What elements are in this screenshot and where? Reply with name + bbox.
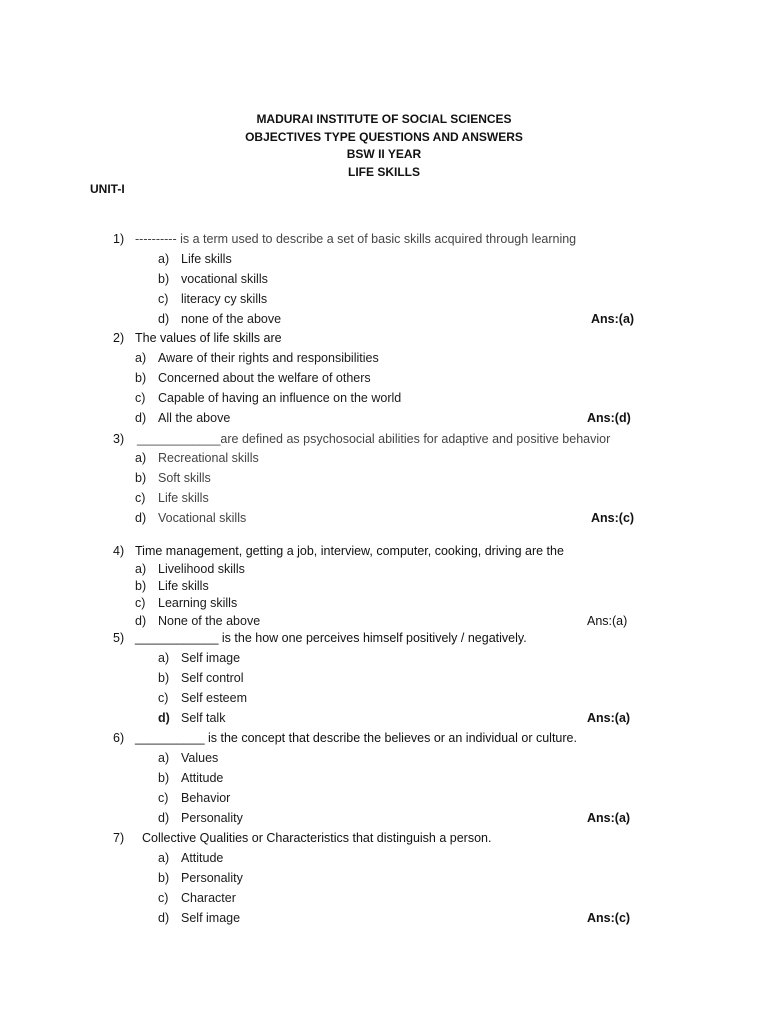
- option-text: Soft skills: [158, 471, 211, 485]
- option-letter: d): [158, 312, 170, 326]
- question-number: 7): [113, 831, 125, 845]
- question-number: 1): [113, 232, 125, 246]
- option-text: Self esteem: [181, 691, 248, 705]
- option-letter: a): [158, 851, 170, 865]
- option-letter: a): [135, 351, 147, 365]
- option-letter: b): [158, 871, 170, 885]
- option-letter: d): [135, 411, 147, 425]
- option-text: Self image: [181, 911, 241, 925]
- option-text: Self talk: [181, 711, 226, 725]
- option-letter: d): [135, 511, 147, 525]
- question-text: Collective Qualities or Characteristics that distinguish a person.: [142, 831, 492, 845]
- option-text: Recreational skills: [158, 451, 259, 465]
- answer-label: Ans:(a): [587, 614, 628, 628]
- option-letter: c): [158, 691, 169, 705]
- question-number: 3): [113, 432, 125, 446]
- question-number: 2): [113, 331, 125, 345]
- option-letter: a): [135, 562, 147, 576]
- option-letter: d): [135, 614, 147, 628]
- option-text: Life skills: [158, 491, 209, 505]
- option-text: Behavior: [181, 791, 231, 805]
- option-letter: a): [158, 751, 170, 765]
- unit-heading: UNIT-I: [90, 182, 125, 196]
- answer-label: Ans:(a): [587, 811, 631, 825]
- question-text: Time management, getting a job, interview, computer, cooking, driving are the: [135, 544, 564, 558]
- option-text: Character: [181, 891, 236, 905]
- answer-label: Ans:(d): [587, 411, 631, 425]
- option-text: Self image: [181, 651, 241, 665]
- title-year: BSW II YEAR: [346, 147, 422, 161]
- question-number: 5): [113, 631, 125, 645]
- option-letter: a): [135, 451, 147, 465]
- option-letter: b): [135, 579, 147, 593]
- option-text: Livelihood skills: [158, 562, 245, 576]
- option-text: Life skills: [158, 579, 209, 593]
- option-letter: d): [158, 811, 170, 825]
- question-text: ---------- is a term used to describe a set of basic skills acquired through learning: [135, 232, 577, 246]
- option-letter: c): [158, 791, 169, 805]
- option-text: Vocational skills: [158, 511, 247, 525]
- option-letter: b): [158, 671, 170, 685]
- question-number: 4): [113, 544, 125, 558]
- option-text: Self control: [181, 671, 244, 685]
- option-text: Concerned about the welfare of others: [158, 371, 371, 385]
- answer-label: Ans:(c): [591, 511, 635, 525]
- option-text: Values: [181, 751, 219, 765]
- option-letter: b): [135, 471, 147, 485]
- option-text: All the above: [158, 411, 231, 425]
- answer-label: Ans:(c): [587, 911, 631, 925]
- question-number: 6): [113, 731, 125, 745]
- option-text: none of the above: [181, 312, 282, 326]
- option-text: literacy cy skills: [181, 292, 268, 306]
- option-text: Life skills: [181, 252, 232, 266]
- option-text: Attitude: [181, 851, 224, 865]
- title-institute: MADURAI INSTITUTE OF SOCIAL SCIENCES: [256, 112, 512, 126]
- option-text: Personality: [181, 811, 243, 825]
- option-text: vocational skills: [181, 272, 268, 286]
- option-letter: a): [158, 252, 170, 266]
- answer-label: Ans:(a): [591, 312, 635, 326]
- question-text: The values of life skills are: [135, 331, 282, 345]
- option-letter: c): [135, 596, 146, 610]
- option-letter: c): [135, 391, 146, 405]
- option-text: None of the above: [158, 614, 261, 628]
- question-text: ____________are defined as psychosocial abilities for adaptive and positive behavior: [137, 432, 611, 446]
- option-text: Capable of having an influence on the world: [158, 391, 402, 405]
- option-letter: c): [158, 891, 169, 905]
- option-letter: b): [158, 771, 170, 785]
- question-text: __________ is the concept that describe the believes or an individual or culture.: [135, 731, 577, 745]
- title-course: LIFE SKILLS: [348, 165, 420, 179]
- option-text: Personality: [181, 871, 243, 885]
- option-letter: b): [135, 371, 147, 385]
- option-letter: d): [158, 711, 170, 725]
- option-letter: c): [158, 292, 169, 306]
- option-letter: d): [158, 911, 170, 925]
- option-letter: c): [135, 491, 146, 505]
- title-subject: OBJECTIVES TYPE QUESTIONS AND ANSWERS: [245, 130, 523, 144]
- answer-label: Ans:(a): [587, 711, 631, 725]
- option-text: Attitude: [181, 771, 224, 785]
- option-text: Aware of their rights and responsibilities: [158, 351, 379, 365]
- question-text: ____________ is the how one perceives himself positively / negatively.: [135, 631, 527, 645]
- option-text: Learning skills: [158, 596, 238, 610]
- option-letter: a): [158, 651, 170, 665]
- option-letter: b): [158, 272, 170, 286]
